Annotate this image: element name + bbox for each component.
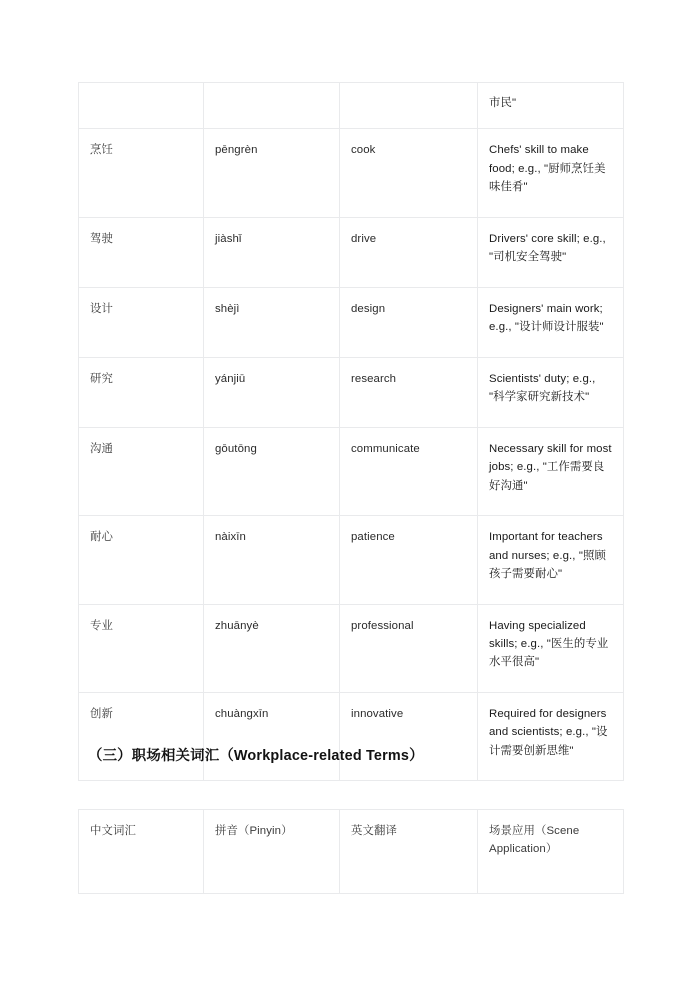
- cell-chinese-word: 创新: [79, 692, 204, 780]
- column-header-scene-application: 场景应用（Scene Application）: [478, 810, 624, 894]
- cell-scene-application: Scientists' duty; e.g., "科学家研究新技术": [478, 357, 624, 427]
- cell-english: innovative: [340, 692, 478, 780]
- table-one-body: [79, 83, 624, 781]
- table-row: [79, 427, 624, 515]
- cell-scene-application: Chefs' skill to make food; e.g., "厨师烹饪美味佳肴": [478, 129, 624, 217]
- cell-chinese-word: 烹饪: [79, 129, 204, 217]
- table-row: [79, 129, 624, 217]
- cell-english: professional: [340, 604, 478, 692]
- column-header-chinese-word: 中文词汇: [79, 810, 204, 894]
- table-row-continued: [79, 83, 624, 129]
- cell-pinyin: gōutōng: [204, 427, 340, 515]
- cell-scene-application: 市民": [478, 83, 624, 129]
- cell-scene-application: Drivers' core skill; e.g., "司机安全驾驶": [478, 217, 624, 287]
- cell-chinese-word: [79, 83, 204, 129]
- cell-pinyin: yánjiū: [204, 357, 340, 427]
- vocabulary-table-one-wrapper: [78, 82, 624, 781]
- table-row: [79, 217, 624, 287]
- vocabulary-table-two-wrapper: [78, 809, 624, 894]
- cell-pinyin: nàixīn: [204, 516, 340, 604]
- vocabulary-table-one: [78, 82, 624, 781]
- cell-english: research: [340, 357, 478, 427]
- table-row: [79, 604, 624, 692]
- cell-scene-application: Necessary skill for most jobs; e.g., "工作需要良好沟通": [478, 427, 624, 515]
- cell-english: [340, 83, 478, 129]
- table-row: [79, 516, 624, 604]
- cell-english: patience: [340, 516, 478, 604]
- cell-chinese-word: 沟通: [79, 427, 204, 515]
- cell-pinyin: pēngrèn: [204, 129, 340, 217]
- cell-scene-application: Required for designers and scientists; e.g., "设计需要创新思维": [478, 692, 624, 780]
- column-header-pinyin: 拼音（Pinyin）: [204, 810, 340, 894]
- cell-pinyin: jiàshǐ: [204, 217, 340, 287]
- section-heading-wrapper: [88, 746, 424, 766]
- cell-english: drive: [340, 217, 478, 287]
- table-row: [79, 287, 624, 357]
- vocabulary-table-two: [78, 809, 624, 894]
- cell-chinese-word: 专业: [79, 604, 204, 692]
- table-two-body: [79, 810, 624, 894]
- cell-english: communicate: [340, 427, 478, 515]
- cell-english: cook: [340, 129, 478, 217]
- table-row: [79, 692, 624, 780]
- cell-scene-application: Designers' main work; e.g., "设计师设计服装": [478, 287, 624, 357]
- cell-chinese-word: 驾驶: [79, 217, 204, 287]
- cell-pinyin: shèjì: [204, 287, 340, 357]
- cell-chinese-word: 耐心: [79, 516, 204, 604]
- cell-pinyin: zhuānyè: [204, 604, 340, 692]
- cell-pinyin: chuàngxīn: [204, 692, 340, 780]
- column-header-english: 英文翻译: [340, 810, 478, 894]
- cell-chinese-word: 设计: [79, 287, 204, 357]
- table-header-row: [79, 810, 624, 894]
- cell-scene-application: Having specialized skills; e.g., "医生的专业水平很高": [478, 604, 624, 692]
- page-title: （三）职场相关词汇（Workplace-related Terms）: [88, 748, 424, 764]
- table-row: [79, 357, 624, 427]
- cell-pinyin: [204, 83, 340, 129]
- cell-chinese-word: 研究: [79, 357, 204, 427]
- cell-scene-application: Important for teachers and nurses; e.g., "照顾孩子需要耐心": [478, 516, 624, 604]
- cell-english: design: [340, 287, 478, 357]
